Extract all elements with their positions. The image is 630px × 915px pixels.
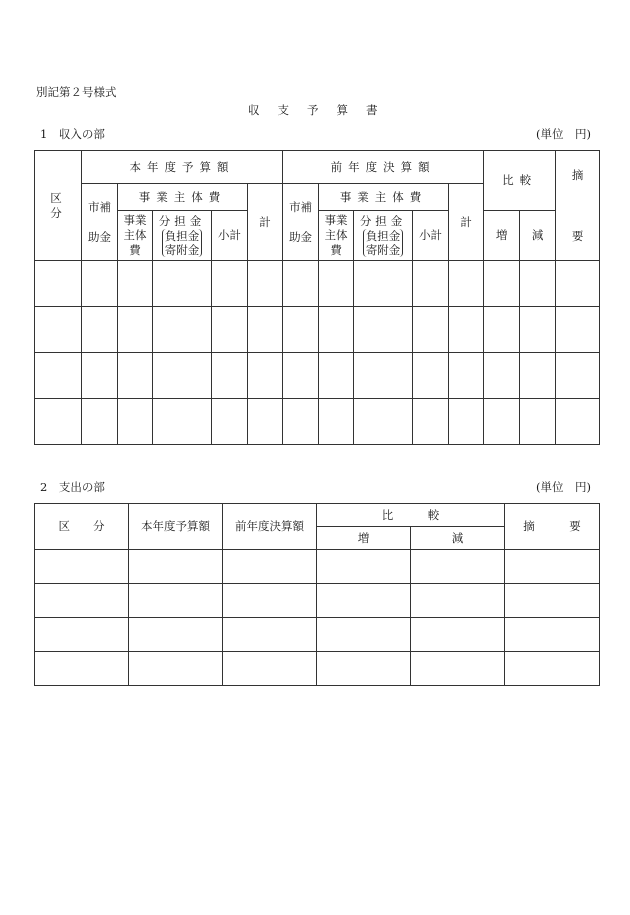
form-number: 別記第２号様式 — [36, 85, 117, 99]
income-cell[interactable] — [319, 261, 354, 307]
income-header-comparison: 比較 — [484, 151, 556, 211]
title-char: 算 — [336, 103, 349, 117]
title-char: 支 — [277, 103, 290, 117]
income-row — [35, 353, 600, 399]
income-cell[interactable] — [153, 261, 212, 307]
expense-cell[interactable] — [129, 652, 223, 686]
expense-cell[interactable] — [317, 584, 411, 618]
expense-cell[interactable] — [129, 550, 223, 584]
expense-cell[interactable] — [317, 550, 411, 584]
income-header-remarks — [556, 151, 600, 261]
income-header-category: 区 分 — [35, 151, 82, 261]
income-cell[interactable] — [556, 307, 600, 353]
document-title — [248, 102, 396, 118]
expense-cell[interactable] — [35, 618, 129, 652]
income-header-city-subsidy: 市補 助金 — [82, 184, 118, 261]
income-cell[interactable] — [354, 307, 413, 353]
income-cell[interactable] — [82, 307, 118, 353]
expense-cell[interactable] — [223, 584, 317, 618]
income-cell[interactable] — [248, 353, 283, 399]
income-cell[interactable] — [212, 307, 248, 353]
income-cell[interactable] — [248, 307, 283, 353]
expense-cell[interactable] — [129, 618, 223, 652]
expense-cell[interactable] — [411, 618, 505, 652]
remarks-top-char: 摘 — [571, 167, 584, 182]
income-cell[interactable] — [35, 307, 82, 353]
income-cell[interactable] — [484, 399, 520, 445]
expense-cell[interactable] — [411, 652, 505, 686]
income-cell[interactable] — [520, 399, 556, 445]
income-cell[interactable] — [248, 261, 283, 307]
income-cell[interactable] — [283, 261, 319, 307]
expense-table — [34, 503, 600, 686]
expense-cell[interactable] — [411, 584, 505, 618]
income-cell[interactable] — [212, 353, 248, 399]
income-cell[interactable] — [354, 399, 413, 445]
expense-row — [35, 618, 600, 652]
title-char: 収 — [248, 103, 261, 117]
income-header-current-budget: 本年度予算額 — [82, 151, 283, 184]
expense-row — [35, 550, 600, 584]
income-cell[interactable] — [484, 261, 520, 307]
income-cell[interactable] — [354, 261, 413, 307]
expense-header-increase: 増 — [317, 527, 411, 550]
income-cell[interactable] — [35, 399, 82, 445]
income-header-total-prev: 計 — [449, 184, 484, 261]
income-cell[interactable] — [449, 399, 484, 445]
income-cell[interactable] — [319, 353, 354, 399]
income-unit-label: (単位 円) — [536, 127, 591, 141]
income-cell[interactable] — [212, 261, 248, 307]
expense-cell[interactable] — [223, 652, 317, 686]
income-row — [35, 261, 600, 307]
expense-header-previous-settlement: 前年度決算額 — [223, 504, 317, 550]
income-cell[interactable] — [354, 353, 413, 399]
expense-cell[interactable] — [505, 584, 600, 618]
income-cell[interactable] — [153, 353, 212, 399]
income-cell[interactable] — [283, 399, 319, 445]
income-header-previous-settlement: 前年度決算額 — [283, 151, 484, 184]
income-cell[interactable] — [449, 261, 484, 307]
income-cell[interactable] — [283, 353, 319, 399]
expense-row — [35, 584, 600, 618]
income-cell[interactable] — [118, 399, 153, 445]
expense-cell[interactable] — [35, 584, 129, 618]
income-cell[interactable] — [283, 307, 319, 353]
expense-header-remarks: 摘 要 — [505, 504, 600, 550]
income-cell[interactable] — [449, 353, 484, 399]
income-cell[interactable] — [118, 353, 153, 399]
expense-cell[interactable] — [505, 652, 600, 686]
expense-cell[interactable] — [505, 618, 600, 652]
income-cell[interactable] — [413, 307, 449, 353]
expense-unit-label: (単位 円) — [536, 480, 591, 494]
income-row — [35, 307, 600, 353]
income-cell[interactable] — [520, 353, 556, 399]
income-cell[interactable] — [520, 307, 556, 353]
income-cell[interactable] — [153, 307, 212, 353]
expense-header-decrease: 減 — [411, 527, 505, 550]
income-cell[interactable] — [35, 261, 82, 307]
income-cell[interactable] — [556, 261, 600, 307]
expense-cell[interactable] — [223, 618, 317, 652]
expense-cell[interactable] — [129, 584, 223, 618]
expense-cell[interactable] — [35, 550, 129, 584]
income-cell[interactable] — [319, 399, 354, 445]
expense-section-title: 2 支出の部 — [40, 480, 105, 494]
income-header-operator-own-prev: 事業 主体 費 — [319, 211, 354, 261]
income-header-shared-cost: 分担金 負担金 寄附金 — [153, 211, 212, 261]
income-cell[interactable] — [413, 399, 449, 445]
income-cell[interactable] — [212, 399, 248, 445]
income-header-subtotal: 小計 — [212, 211, 248, 261]
title-char: 書 — [366, 103, 379, 117]
expense-cell[interactable] — [317, 652, 411, 686]
income-cell[interactable] — [413, 261, 449, 307]
title-char: 予 — [307, 103, 320, 117]
income-cell[interactable] — [319, 307, 354, 353]
expense-cell[interactable] — [411, 550, 505, 584]
income-cell[interactable] — [449, 307, 484, 353]
income-header-decrease: 減 — [520, 211, 556, 261]
income-table — [34, 150, 600, 445]
income-cell[interactable] — [484, 307, 520, 353]
income-header-subtotal-prev: 小計 — [413, 211, 449, 261]
income-header-operator-own: 事業 主体 費 — [118, 211, 153, 261]
expense-header-current-budget: 本年度予算額 — [129, 504, 223, 550]
income-header-total: 計 — [248, 184, 283, 261]
expense-cell[interactable] — [223, 550, 317, 584]
income-cell[interactable] — [35, 353, 82, 399]
income-row — [35, 399, 600, 445]
income-cell[interactable] — [484, 353, 520, 399]
income-cell[interactable] — [153, 399, 212, 445]
expense-cell[interactable] — [35, 652, 129, 686]
income-cell[interactable] — [556, 399, 600, 445]
income-cell[interactable] — [82, 399, 118, 445]
income-cell[interactable] — [413, 353, 449, 399]
expense-header-comparison: 比 較 — [317, 504, 505, 527]
expense-header-category: 区 分 — [35, 504, 129, 550]
income-cell[interactable] — [520, 261, 556, 307]
income-cell[interactable] — [118, 261, 153, 307]
income-cell[interactable] — [556, 353, 600, 399]
expense-row — [35, 652, 600, 686]
income-cell[interactable] — [248, 399, 283, 445]
income-header-increase: 増 — [484, 211, 520, 261]
income-header-city-subsidy-prev: 市補 助金 — [283, 184, 319, 261]
expense-cell[interactable] — [317, 618, 411, 652]
income-cell[interactable] — [82, 353, 118, 399]
income-cell[interactable] — [82, 261, 118, 307]
income-header-shared-cost-prev: 分担金 負担金 寄附金 — [354, 211, 413, 261]
expense-cell[interactable] — [505, 550, 600, 584]
remarks-bottom-char: 要 — [571, 228, 584, 243]
income-cell[interactable] — [118, 307, 153, 353]
income-header-operator-cost: 事業主体費 — [118, 184, 248, 211]
income-section-title: 1 収入の部 — [40, 127, 105, 141]
income-header-operator-cost-prev: 事業主体費 — [319, 184, 449, 211]
